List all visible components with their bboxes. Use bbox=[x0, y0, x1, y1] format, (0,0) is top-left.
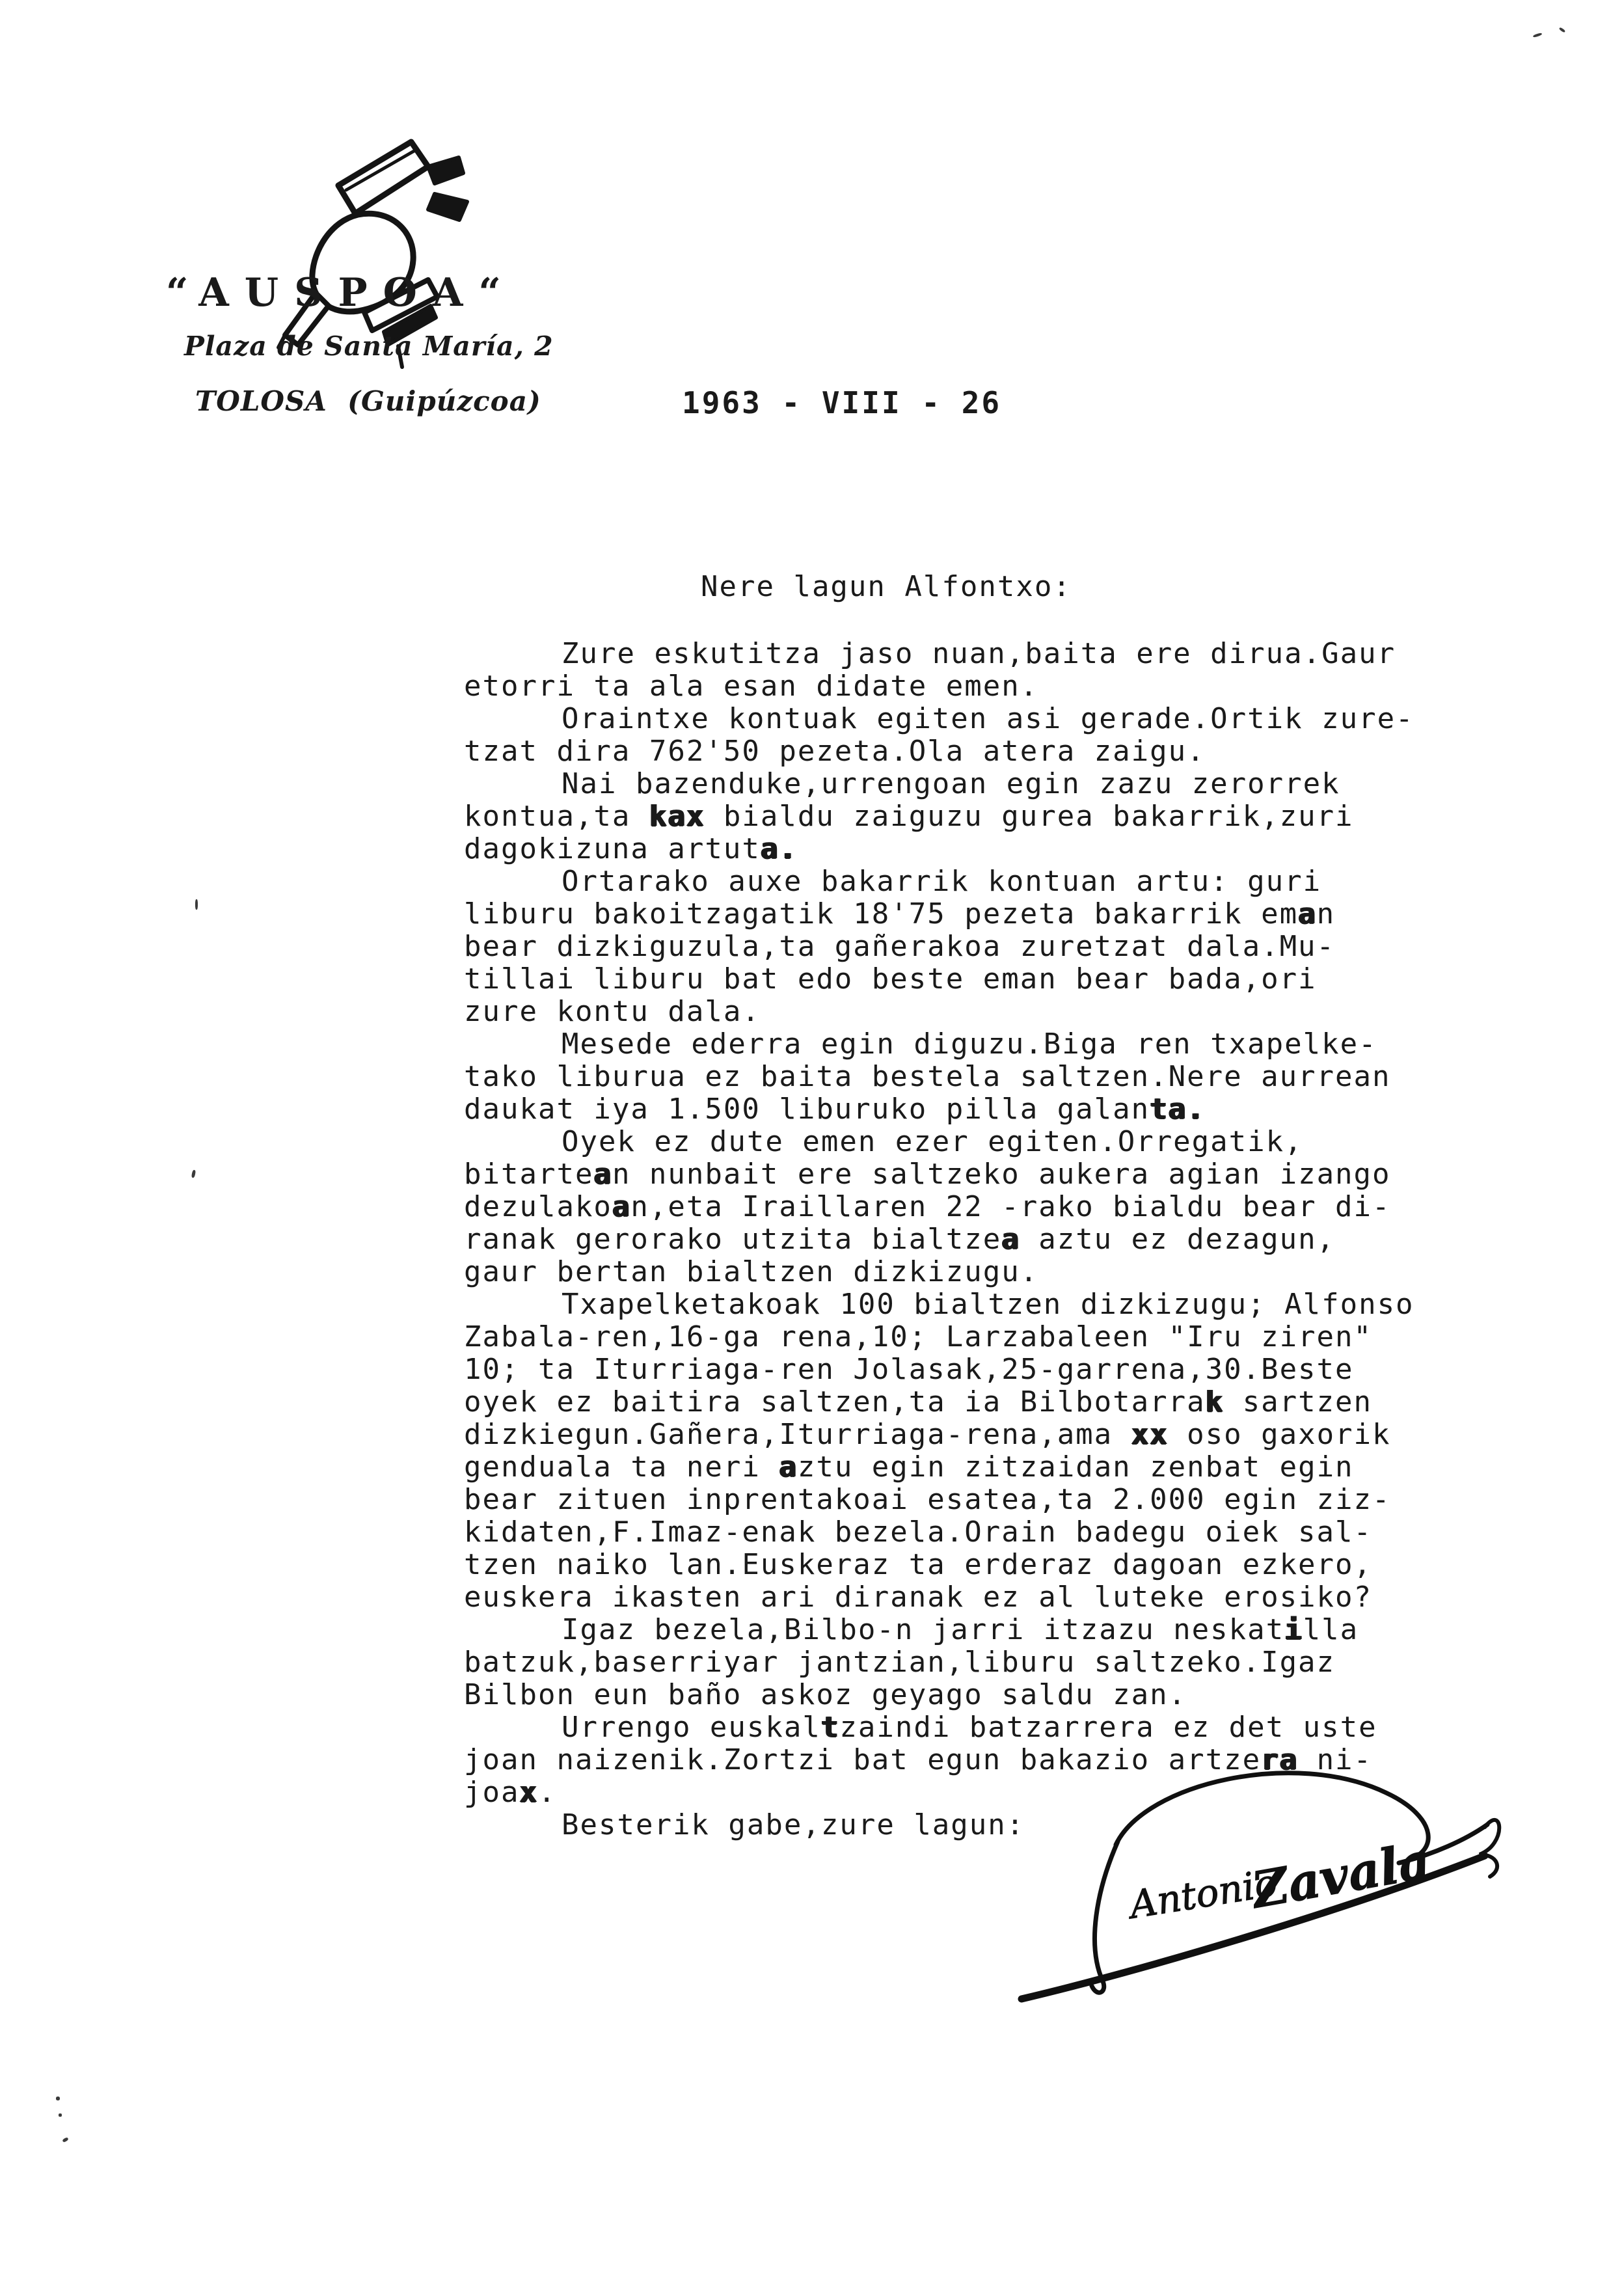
letter-line: Ortarako auxe bakarrik kontuan artu: guri bbox=[562, 865, 1322, 898]
letter-line: Zabala-ren,16-ga rena,10; Larzabaleen "Iru ziren" bbox=[464, 1320, 1373, 1353]
signature-last-name: Zavala bbox=[1247, 1831, 1435, 1920]
letter-line: Oyek ez dute emen ezer egiten.Orregatik, bbox=[562, 1125, 1303, 1158]
scan-speck bbox=[1559, 27, 1565, 33]
letter-line: Nai bazenduke,urrengoan egin zazu zerorrek bbox=[562, 767, 1340, 800]
address-line: Plaza de Santa María, 2 bbox=[184, 331, 554, 362]
letter-line: daukat iya 1.500 liburuko pilla galanta. bbox=[464, 1093, 1206, 1126]
letter-line: kidaten,F.Imaz-enak bezela.Orain badegu oiek sal- bbox=[464, 1515, 1373, 1549]
letter-line: 10; ta Iturriaga-ren Jolasak,25-garrena,30.Beste bbox=[464, 1353, 1354, 1386]
signature-first-name: Antonio bbox=[1126, 1860, 1280, 1927]
letter-line: Txapelketakoak 100 bialtzen dizkizugu; Alfonso bbox=[562, 1288, 1414, 1321]
salutation: Nere lagun Alfontxo: bbox=[701, 570, 1072, 603]
scan-speck bbox=[56, 2097, 60, 2100]
letter-line: dizkiegun.Gañera,Iturriaga-rena,ama xx oso gaxorik bbox=[464, 1418, 1391, 1451]
letter-line: oyek ez baitira saltzen,ta ia Bilbotarrak sartzen bbox=[464, 1385, 1373, 1419]
letter-line: tzat dira 762'50 pezeta.Ola atera zaigu. bbox=[464, 735, 1206, 768]
letter-line: Mesede ederra egin diguzu.Biga ren txapelke- bbox=[562, 1027, 1377, 1061]
letter-line: bear dizkiguzula,ta gañerakoa zuretzat dala.Mu- bbox=[464, 930, 1336, 963]
letter-line: liburu bakoitzagatik 18'75 pezeta bakarrik eman bbox=[464, 897, 1336, 930]
letter-line: dezulakoan,eta Iraillaren 22 -rako bialdu bear di- bbox=[464, 1190, 1391, 1223]
letter-line: joax. bbox=[464, 1776, 557, 1809]
letter-line: kontua,ta kax bialdu zaiguzu gurea bakarrik,zuri bbox=[464, 800, 1354, 833]
scan-speck bbox=[195, 899, 198, 910]
letter-line: bear zituen inprentakoai esatea,ta 2.000 egin ziz- bbox=[464, 1483, 1391, 1516]
letter-line: Oraintxe kontuak egiten asi gerade.Ortik zure- bbox=[562, 702, 1414, 735]
letter-line: Bilbon eun baño askoz geyago saldu zan. bbox=[464, 1678, 1187, 1711]
date-line: 1963 - VIII - 26 bbox=[682, 385, 1002, 420]
letter-line: Urrengo euskaltzaindi batzarrera ez det uste bbox=[562, 1711, 1377, 1744]
letter-line: joan naizenik.Zortzi bat egun bakazio artzera ni- bbox=[464, 1743, 1373, 1776]
scan-speck bbox=[59, 2113, 62, 2117]
letter-line: zure kontu dala. bbox=[464, 995, 761, 1028]
letter-line: etorri ta ala esan didate emen. bbox=[464, 670, 1039, 703]
letter-line: Zure eskutitza jaso nuan,baita ere dirua.Gaur bbox=[562, 637, 1396, 670]
closing-line: Besterik gabe,zure lagun: bbox=[562, 1808, 1025, 1841]
scan-speck bbox=[191, 1170, 196, 1178]
scan-speck bbox=[62, 2137, 68, 2143]
letter-line: dagokizuna artuta. bbox=[464, 832, 798, 865]
letter-line: tzen naiko lan.Euskeraz ta erderaz dagoan ezkero, bbox=[464, 1548, 1373, 1581]
letter-line: Igaz bezela,Bilbo-n jarri itzazu neskatilla bbox=[562, 1613, 1359, 1646]
signature bbox=[982, 1757, 1522, 2024]
letter-line: genduala ta neri aztu egin zitzaidan zenbat egin bbox=[464, 1450, 1354, 1484]
letter-line: batzuk,baserriyar jantzian,liburu saltzeko.Igaz bbox=[464, 1646, 1336, 1679]
letter-line: ranak gerorako utzita bialtzea aztu ez dezagun, bbox=[464, 1223, 1336, 1256]
letter-line: bitartean nunbait ere saltzeko aukera agian izango bbox=[464, 1158, 1391, 1191]
letter-body bbox=[464, 638, 1414, 1841]
letter-line: tillai liburu bat edo beste eman bear bada,ori bbox=[464, 962, 1317, 996]
scan-speck bbox=[1533, 33, 1543, 38]
brand-name: “AUSPOA“ bbox=[166, 270, 517, 316]
letter-line: tako liburua ez baita bestela saltzen.Nere aurrean bbox=[464, 1060, 1391, 1093]
letter-line: gaur bertan bialtzen dizkizugu. bbox=[464, 1255, 1039, 1288]
city-line: TOLOSA (Guipúzcoa) bbox=[195, 385, 541, 417]
letter-line: euskera ikasten ari diranak ez al luteke erosiko? bbox=[464, 1581, 1373, 1614]
